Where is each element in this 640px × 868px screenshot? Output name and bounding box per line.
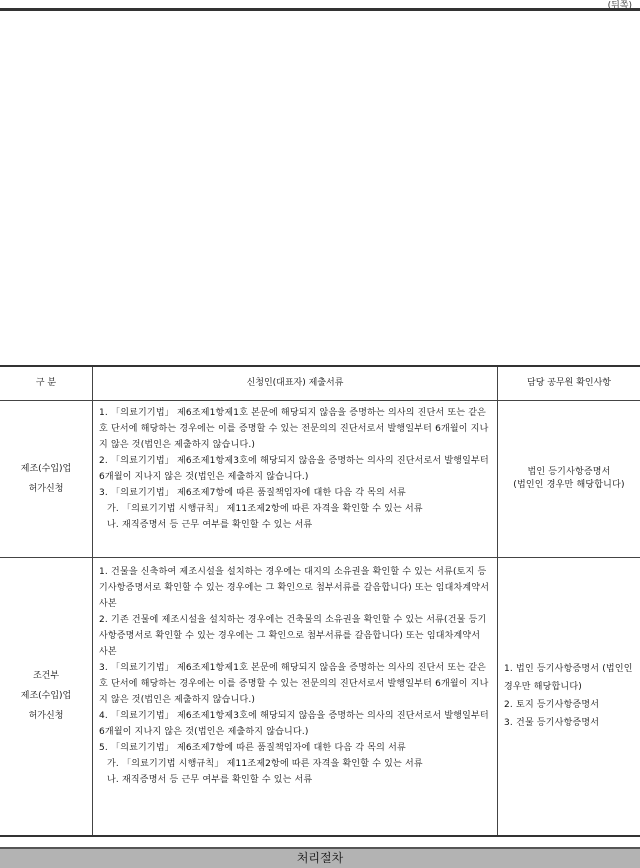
header-category: 구 분 xyxy=(0,366,93,401)
confirmation-cell xyxy=(498,558,640,836)
confirmation-item: 2. 토지 등기사항증명서 xyxy=(504,700,600,711)
confirmation-item: (법인인 경우만 해당합니다) xyxy=(513,480,625,490)
category-cell xyxy=(0,558,93,836)
page-side-note: (뒤쪽) xyxy=(607,1,632,11)
table-header-row xyxy=(0,366,640,401)
header-applicant-documents: 신청인(대표자) 제출서류 xyxy=(93,366,498,401)
document-item: 1. 건물을 신축하여 제조시설을 설치하는 경우에는 대지의 소유권을 확인할 수 있는 서류(토지 등기사항증명서로 확인할 수 있는 경우에는 그 확인으로 첨부서류를 갈음합니다) 또는 임대차계약서 사본 xyxy=(99,567,490,609)
document-item: 2. 「의료기기법」 제6조제1항제3호에 해당되지 않음을 증명하는 의사의 진단서로서 발행일부터 6개월이 지나지 않은 것(법인은 제출하지 않습니다.) xyxy=(99,456,489,482)
document-item: 3. 「의료기기법」 제6조제7항에 따른 품질책임자에 대한 다음 각 목의 서류 xyxy=(99,488,406,498)
confirmation-item: 1. 법인 등기사항증명서 (법인인 경우만 해당합니다) xyxy=(504,664,633,693)
top-rule xyxy=(0,8,640,11)
category-line: 제조(수입)업 xyxy=(20,691,72,702)
documents-cell xyxy=(93,401,498,558)
confirmation-item: 법인 등기사항증명서 xyxy=(527,467,611,477)
category-line: 조건부 xyxy=(32,671,60,682)
document-subitem: 나. 재직증명서 등 근무 여부를 확인할 수 있는 서류 xyxy=(107,520,313,530)
documents-cell xyxy=(93,558,498,836)
table-row xyxy=(0,558,640,836)
document-item: 3. 「의료기기법」 제6조제1항제1호 본문에 해당되지 않음을 증명하는 의사의 진단서 또는 같은 호 단서에 해당하는 경우에는 이를 증명할 수 있는 전문의의 진단서로서 발행일부터 6개월이 지나지 않은 것(법인은 제출하지 않습니다.) xyxy=(99,663,489,705)
required-documents-table xyxy=(0,365,640,837)
category-line: 제조(수입)업 xyxy=(20,464,72,474)
document-item: 2. 기존 건물에 제조시설을 설치하는 경우에는 건축물의 소유권을 확인할 수 있는 서류(건물 등기사항증명서로 확인할 수 있는 경우에는 그 확인으로 첨부서류를 갈음합니다) 또는 임대차계약서 사본 xyxy=(99,615,487,657)
category-line: 허가신청 xyxy=(28,711,64,722)
table-row xyxy=(0,401,640,558)
confirmation-item: 3. 건물 등기사항증명서 xyxy=(504,718,600,729)
document-subitem: 가. 「의료기기법 시행규칙」 제11조제2항에 따른 자격을 확인할 수 있는 서류 xyxy=(107,504,423,514)
document-item: 1. 「의료기기법」 제6조제1항제1호 본문에 해당되지 않음을 증명하는 의사의 진단서 또는 같은 호 단서에 해당하는 경우에는 이를 증명할 수 있는 전문의의 진단서로서 발행일부터 6개월이 지나지 않은 것(법인은 제출하지 않습니다.) xyxy=(99,408,489,450)
document-subitem: 가. 「의료기기법 시행규칙」 제11조제2항에 따른 자격을 확인할 수 있는 서류 xyxy=(107,759,423,769)
document-item: 5. 「의료기기법」 제6조제7항에 따른 품질책임자에 대한 다음 각 목의 서류 xyxy=(99,743,406,753)
confirmation-cell xyxy=(498,401,640,558)
header-official-confirmation: 담당 공무원 확인사항 xyxy=(498,366,640,401)
processing-procedure-heading: 처리절차 xyxy=(0,849,640,868)
document-item: 4. 「의료기기법」 제6조제1항제3호에 해당되지 않음을 증명하는 의사의 진단서로서 발행일부터 6개월이 지나지 않은 것(법인은 제출하지 않습니다.) xyxy=(99,711,489,737)
category-line: 허가신청 xyxy=(28,484,64,494)
document-subitem: 나. 재직증명서 등 근무 여부를 확인할 수 있는 서류 xyxy=(107,775,313,785)
category-cell xyxy=(0,401,93,558)
